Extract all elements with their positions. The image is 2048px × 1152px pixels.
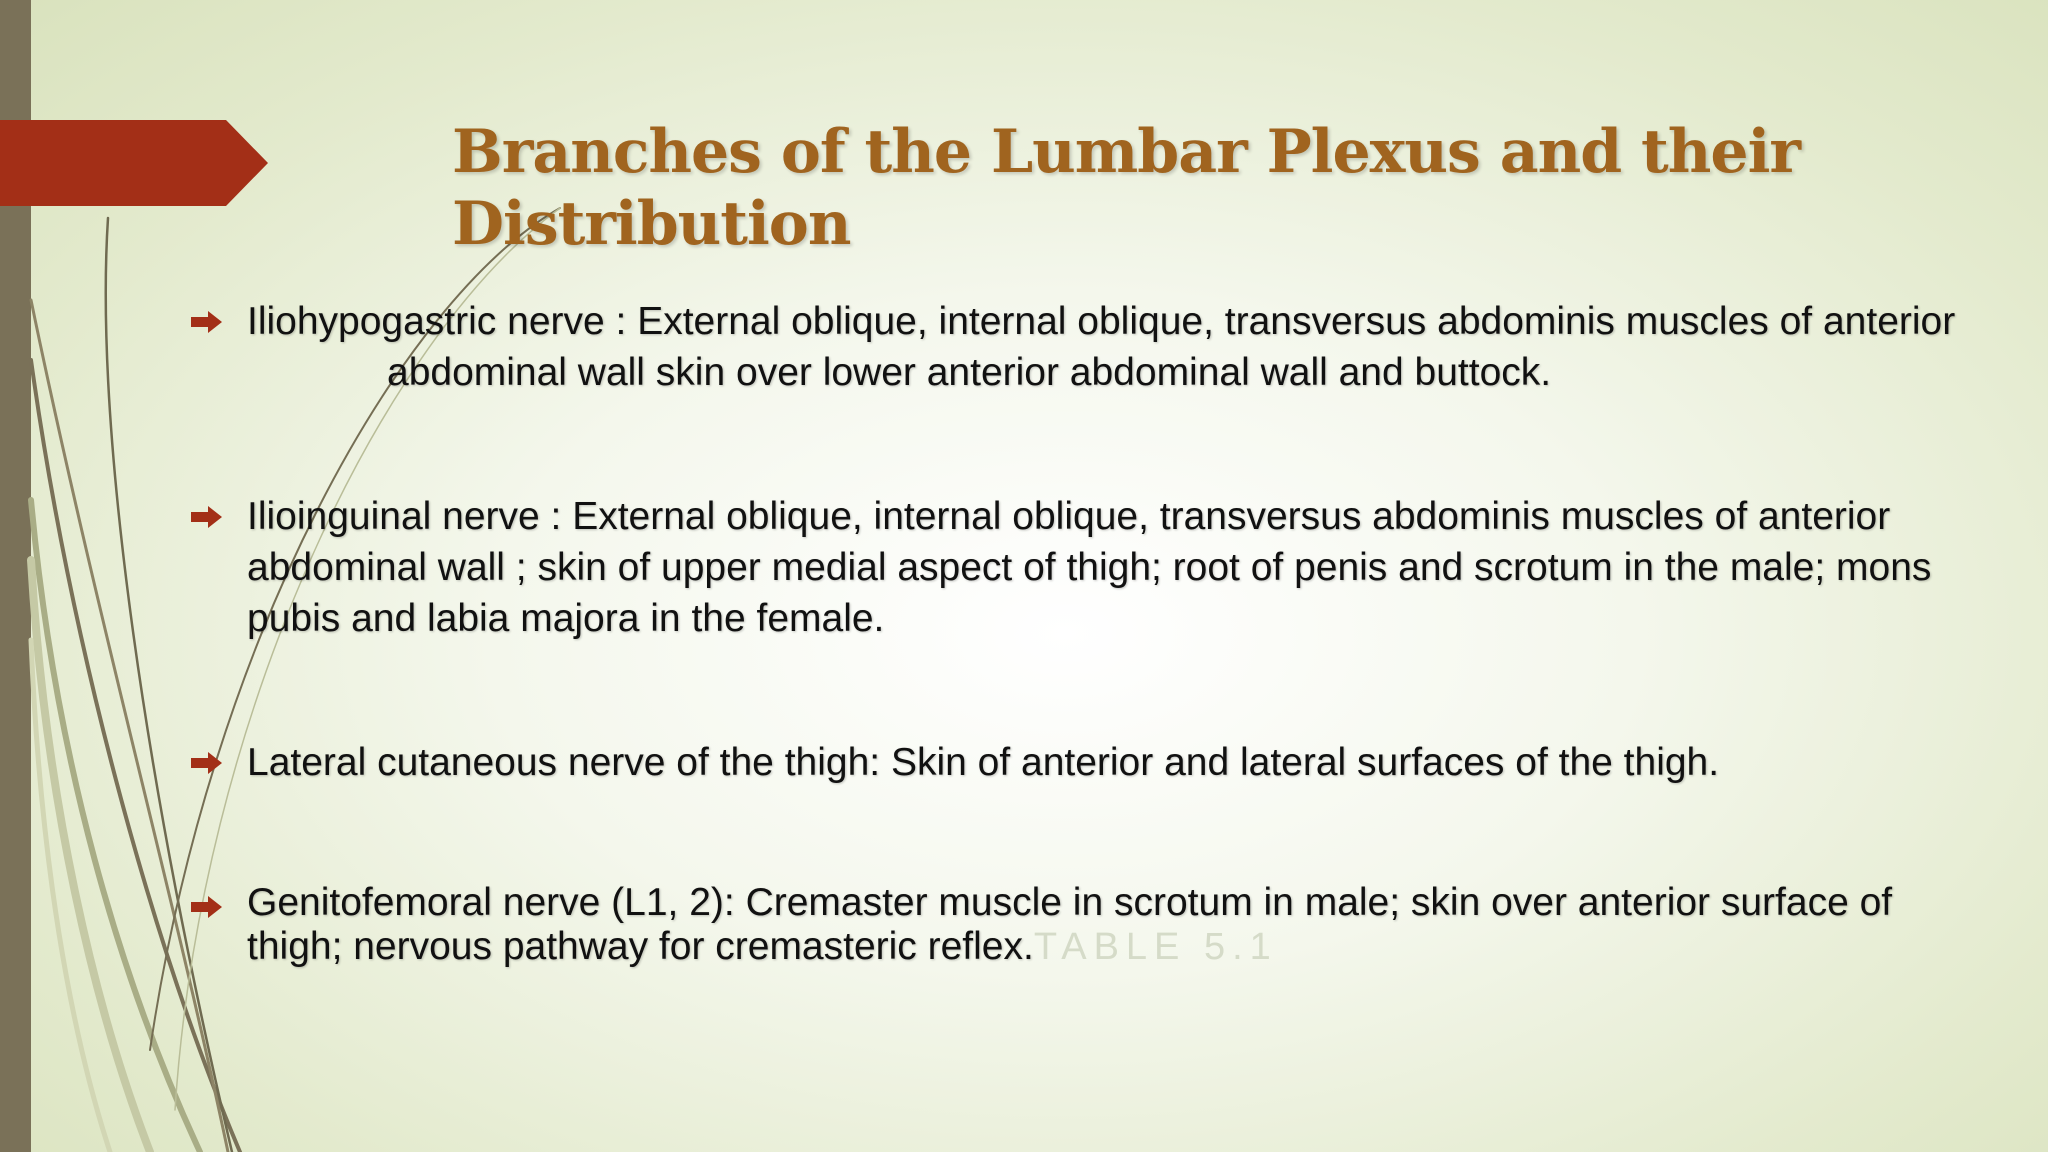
arrow-bullet-icon: [191, 752, 223, 774]
bullet-list: [186, 296, 1976, 969]
bullet-text: Genitofemoral nerve (L1, 2): Cremaster muscle in scrotum in male; skin over anterior surface of thigh; nervous pathway for cremasteric reflex.: [247, 881, 1893, 968]
table-label: TABLE 5.1: [1033, 926, 1278, 968]
bullet-text: Lateral cutaneous nerve of the thigh: Skin of anterior and lateral surfaces of the thigh.: [247, 741, 1720, 784]
bullet-text: Ilioinguinal nerve : External oblique, internal oblique, transversus abdominis muscles of anterior abdominal wall ; skin of upper medial aspect of thigh; root of penis and scrotum in the male; mons pubis and labia majora in the female.: [247, 495, 1932, 640]
bullet-genitofemoral: [186, 881, 1976, 969]
arrow-bullet-icon: [191, 311, 223, 333]
bullet-text-continued: abdominal wall skin over lower anterior abdominal wall and buttock.: [387, 351, 1552, 394]
bullet-iliohypogastric: [186, 296, 1976, 398]
title-arrow-shape: [0, 120, 270, 206]
slide-title: Branches of the Lumbar Plexus and their Distribution: [452, 117, 1800, 259]
bullet-text: Iliohypogastric nerve : External oblique, internal oblique, transversus abdominis muscles of anterior: [247, 300, 1956, 343]
arrow-bullet-icon: [191, 506, 223, 528]
bullet-ilioinguinal: [186, 491, 1976, 644]
bullet-lateral-cutaneous: [186, 737, 1976, 788]
arrow-bullet-icon: [191, 896, 223, 918]
